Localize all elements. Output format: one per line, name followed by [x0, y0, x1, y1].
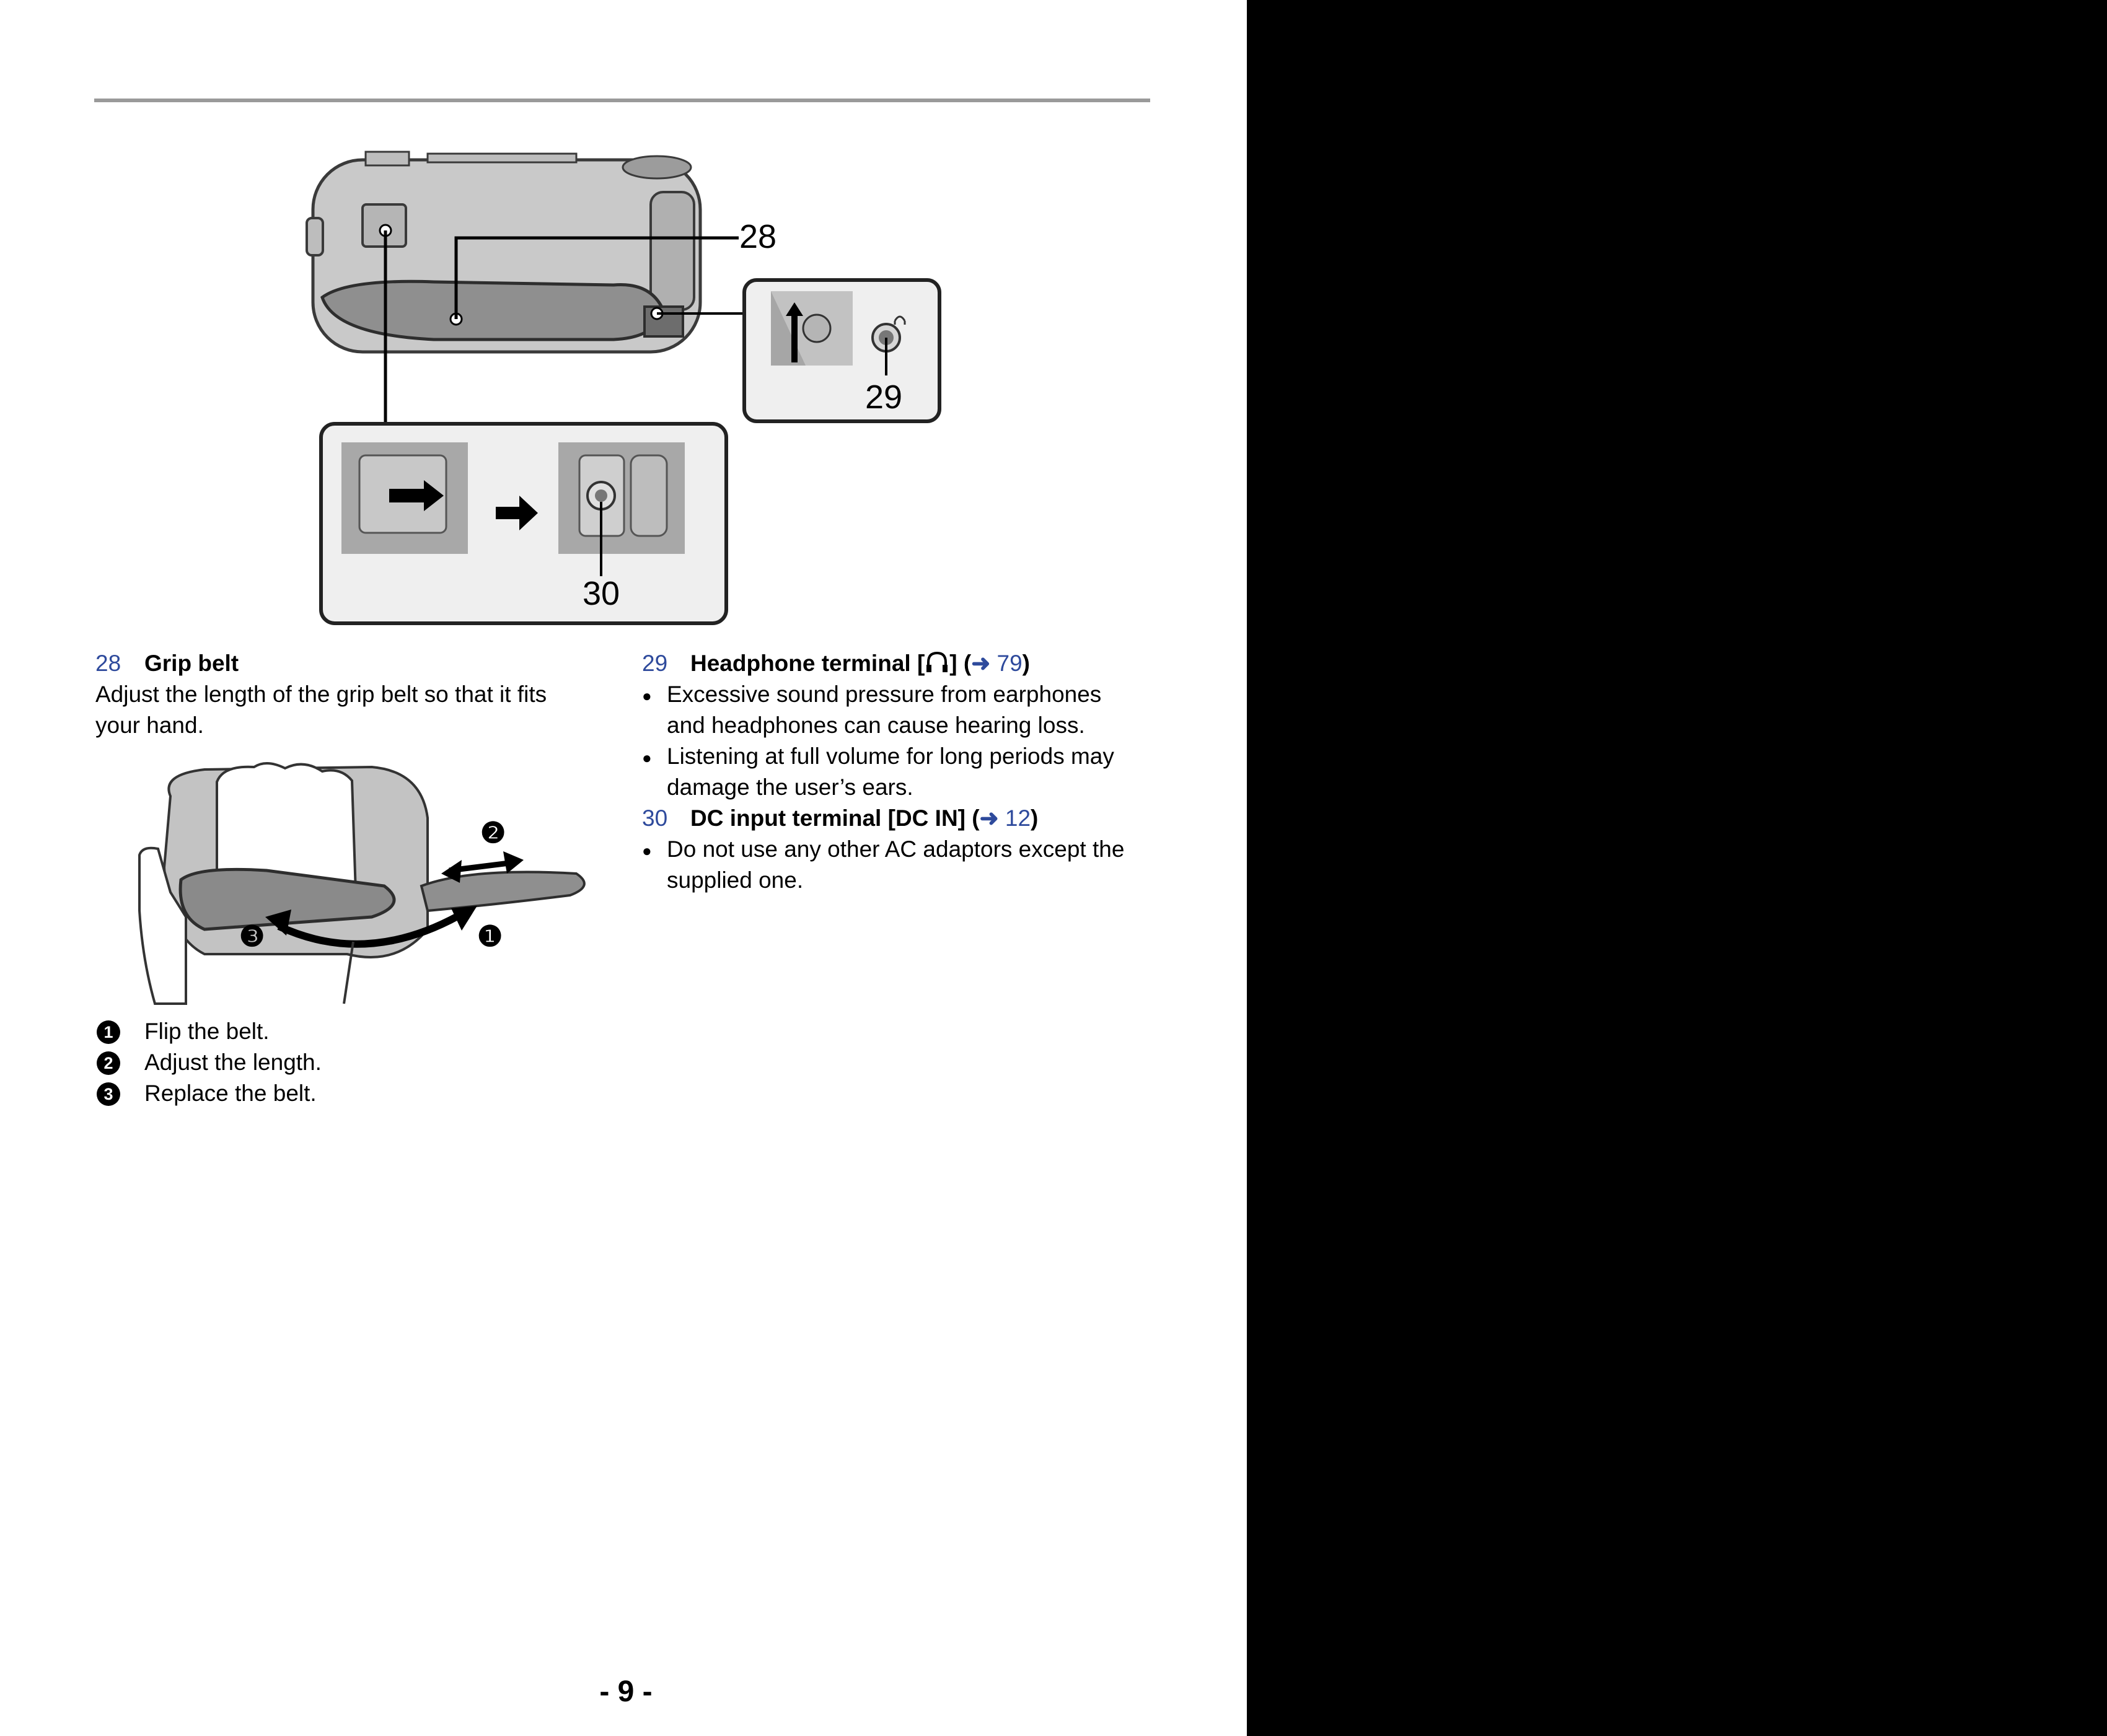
step-2-marker: 2	[97, 1051, 120, 1075]
hand-step-3-marker: ❸	[239, 920, 265, 952]
section-30-ref-link[interactable]: 12	[1005, 805, 1031, 831]
step-1-marker: 1	[97, 1020, 120, 1044]
bullet-dot: ●	[642, 748, 652, 767]
section-29-bullet-1-line-1: Excessive sound pressure from earphones	[667, 682, 1102, 707]
section-30-bullet-1-line-2: supplied one.	[667, 867, 804, 893]
bullet-dot: ●	[642, 686, 652, 705]
section-30-arrow: ➜	[979, 805, 999, 831]
headphone-icon	[925, 650, 949, 675]
section-29-close: )	[1022, 651, 1030, 676]
step-2-text: Adjust the length.	[144, 1050, 322, 1075]
section-29-title-suffix: ] (	[949, 651, 972, 676]
section-29-title	[690, 648, 1030, 679]
section-29-bullet-1-line-2: and headphones can cause hearing loss.	[667, 712, 1085, 738]
hand-step-1-marker: ❶	[477, 920, 503, 952]
step-3-text: Replace the belt.	[144, 1081, 317, 1106]
section-29-title-prefix: Headphone terminal [	[690, 651, 925, 676]
section-29-bullet-2-line-2: damage the user’s ears.	[667, 774, 913, 800]
page-number: - 9 -	[599, 1675, 653, 1708]
section-30-bullet-1-line-1: Do not use any other AC adaptors except the	[667, 836, 1125, 862]
section-29-bullet-2-line-1: Listening at full volume for long periods may	[667, 743, 1114, 769]
hand-step-2-marker: ❷	[480, 817, 506, 849]
section-30-title	[690, 803, 1038, 834]
section-29-number: 29	[642, 651, 668, 676]
section-28-text-line-1: Adjust the length of the grip belt so that it fits	[95, 682, 547, 707]
section-30-close: )	[1031, 805, 1039, 831]
section-28-text-line-2: your hand.	[95, 712, 204, 738]
step-3-marker: 3	[97, 1082, 120, 1106]
step-1-text: Flip the belt.	[144, 1019, 270, 1044]
callout-28: 28	[739, 218, 777, 255]
section-28-title: Grip belt	[144, 651, 239, 676]
section-29-arrow: ➜	[971, 651, 991, 676]
section-29-ref-link[interactable]: 79	[996, 651, 1023, 676]
section-30-number: 30	[642, 805, 668, 831]
section-28-number: 28	[95, 651, 121, 676]
bullet-dot: ●	[642, 841, 652, 860]
callout-30: 30	[583, 575, 620, 612]
section-30-title-text: DC input terminal [DC IN] (	[690, 805, 980, 831]
callout-29: 29	[865, 379, 903, 416]
